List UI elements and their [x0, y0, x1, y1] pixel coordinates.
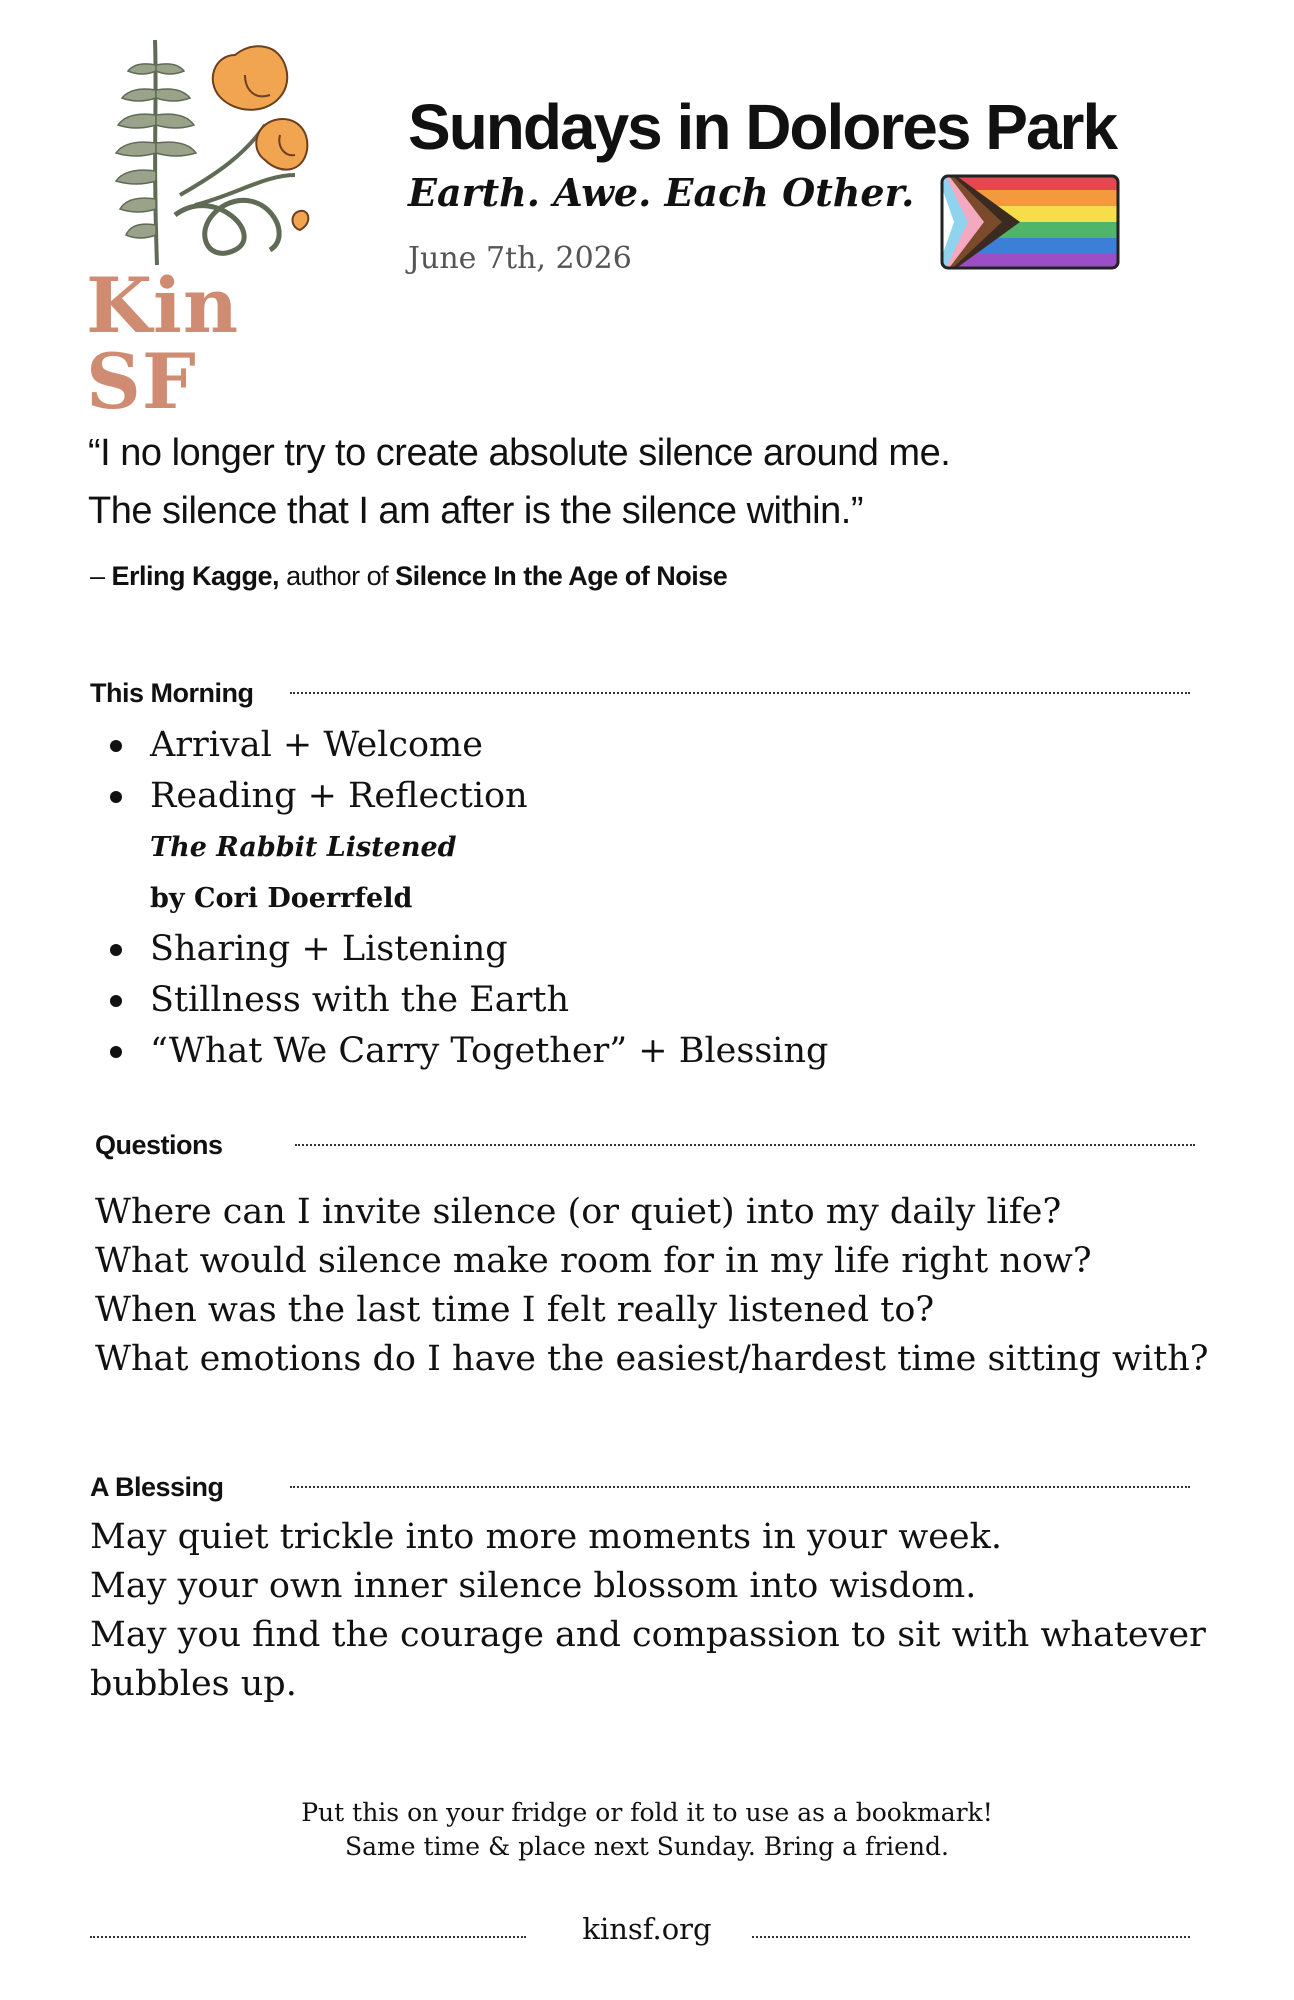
quote-line: “I no longer try to create absolute silence around me.	[88, 432, 951, 474]
footer-note-line: Same time & place next Sunday. Bring a friend.	[344, 1832, 949, 1861]
reading-author: by Cori Doerrfeld	[150, 883, 413, 914]
bullet	[110, 944, 122, 956]
blessing-line: May your own inner silence blossom into wisdom.	[90, 1566, 977, 1606]
reading-title: The Rabbit Listened	[150, 832, 457, 863]
tagline: Earth. Awe. Each Other.	[408, 170, 915, 215]
footer-note	[0, 1796, 1294, 1864]
list-item	[95, 975, 828, 1026]
quote-attribution	[90, 560, 727, 592]
question: Where can I invite silence (or quiet) into my daily life?	[95, 1192, 1062, 1232]
page-title: Sundays in Dolores Park	[408, 91, 1117, 163]
quote-author: Erling Kagge,	[111, 561, 280, 591]
questions-list	[95, 1188, 1209, 1384]
blessing-line: May you find the courage and compassion to sit with whatever	[90, 1615, 1206, 1655]
bullet	[110, 791, 122, 803]
agenda-item-label: Reading + Reflection	[150, 776, 528, 816]
list-item	[95, 1026, 828, 1077]
divider	[752, 1936, 1190, 1938]
section-heading-blessing: A Blessing	[90, 1472, 224, 1502]
agenda-item-label: Arrival + Welcome	[150, 725, 483, 765]
agenda-list	[95, 720, 828, 1077]
list-item	[95, 771, 828, 822]
blessing-line: May quiet trickle into more moments in your week.	[90, 1517, 1002, 1557]
list-item	[95, 924, 828, 975]
blessing-line: bubbles up.	[90, 1664, 297, 1704]
footer-note-line: Put this on your fridge or fold it to use as a bookmark!	[301, 1798, 993, 1827]
divider	[290, 1486, 1190, 1488]
agenda-item-label: “What We Carry Together” + Blessing	[150, 1031, 829, 1071]
bullet	[110, 740, 122, 752]
question: What would silence make room for in my life right now?	[95, 1241, 1092, 1281]
progress-pride-flag-icon	[940, 174, 1120, 270]
section-heading-questions: Questions	[95, 1130, 223, 1160]
opening-quote	[88, 424, 1208, 540]
website-link[interactable]: kinsf.org	[582, 1912, 712, 1946]
question: What emotions do I have the easiest/hardest time sitting with?	[95, 1339, 1209, 1379]
list-item	[95, 720, 828, 771]
bullet	[110, 1046, 122, 1058]
quote-book: Silence In the Age of Noise	[395, 561, 728, 591]
divider	[295, 1144, 1195, 1146]
divider	[290, 692, 1190, 694]
event-date: June 7th, 2026	[408, 241, 632, 276]
attribution-dash: –	[90, 561, 112, 591]
agenda-item-label: Sharing + Listening	[150, 929, 508, 969]
bullet	[110, 995, 122, 1007]
brand-name: Kin SF	[86, 261, 240, 426]
attribution-connector: author of	[279, 561, 396, 591]
poppy-fern-icon	[95, 35, 325, 275]
section-heading-this-morning: This Morning	[90, 678, 254, 708]
question: When was the last time I felt really listened to?	[95, 1290, 935, 1330]
blessing-text	[90, 1513, 1206, 1709]
quote-line: The silence that I am after is the silence within.”	[88, 490, 863, 532]
agenda-item-label: Stillness with the Earth	[150, 980, 570, 1020]
